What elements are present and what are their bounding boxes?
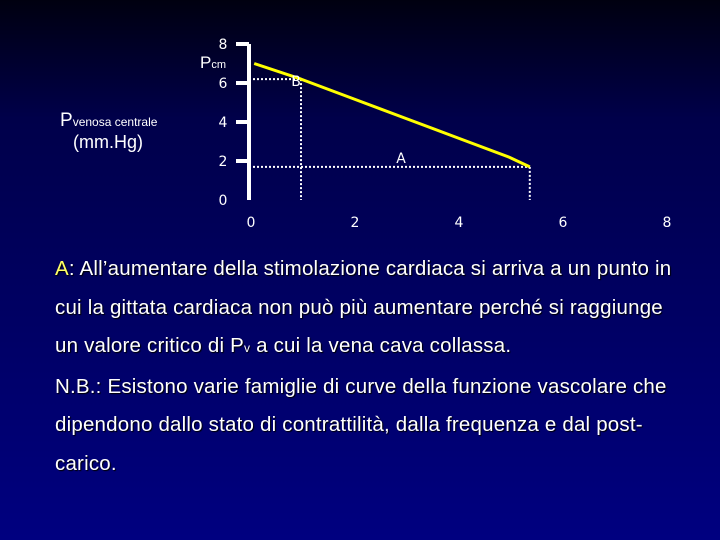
point-labels bbox=[291, 74, 406, 167]
x-tick-label: 4 bbox=[454, 215, 464, 231]
x-tick-label: 2 bbox=[350, 215, 360, 231]
y-tick-label: 4 bbox=[218, 115, 228, 131]
explanation-text bbox=[55, 250, 685, 484]
pcm-main: P bbox=[200, 53, 212, 72]
y-tick-label: 6 bbox=[218, 76, 228, 92]
y-axis-label bbox=[60, 110, 200, 153]
paragraph-a bbox=[55, 250, 685, 368]
point-label-b: B bbox=[291, 74, 301, 90]
point-a-prefix: A bbox=[55, 257, 69, 280]
pcm-sub: cm bbox=[211, 59, 227, 71]
x-tick-label: 8 bbox=[662, 215, 672, 231]
paragraph-a-body: : All’aumentare della stimolazione cardiaca si arriva a un punto in cui la gittata cardiaca non può più aumentare perché si raggiunge un valore critico di P bbox=[55, 257, 672, 358]
chart-axes bbox=[236, 44, 249, 200]
pv-subscript: v bbox=[243, 341, 251, 356]
y-axis-label-sub: venosa centrale bbox=[72, 115, 158, 129]
y-axis-label-main: P bbox=[60, 110, 73, 131]
paragraph-a-tail: a cui la vena cava collassa. bbox=[250, 334, 512, 358]
reference-lines bbox=[249, 79, 530, 200]
y-axis-unit: (mm.Hg) bbox=[73, 132, 143, 152]
pcm-label bbox=[200, 53, 226, 73]
y-tick-label: 2 bbox=[218, 154, 228, 170]
point-label-a: A bbox=[396, 151, 406, 167]
y-tick-label: 8 bbox=[218, 37, 228, 53]
x-tick-label: 6 bbox=[558, 215, 568, 231]
y-tick-label: 0 bbox=[218, 193, 228, 209]
x-tick-label: 0 bbox=[246, 215, 256, 231]
paragraph-nb: N.B.: Esistono varie famiglie di curve della funzione vascolare che dipendono dallo stato di contrattilità, dalla frequenza e dal post-carico. bbox=[55, 374, 667, 475]
